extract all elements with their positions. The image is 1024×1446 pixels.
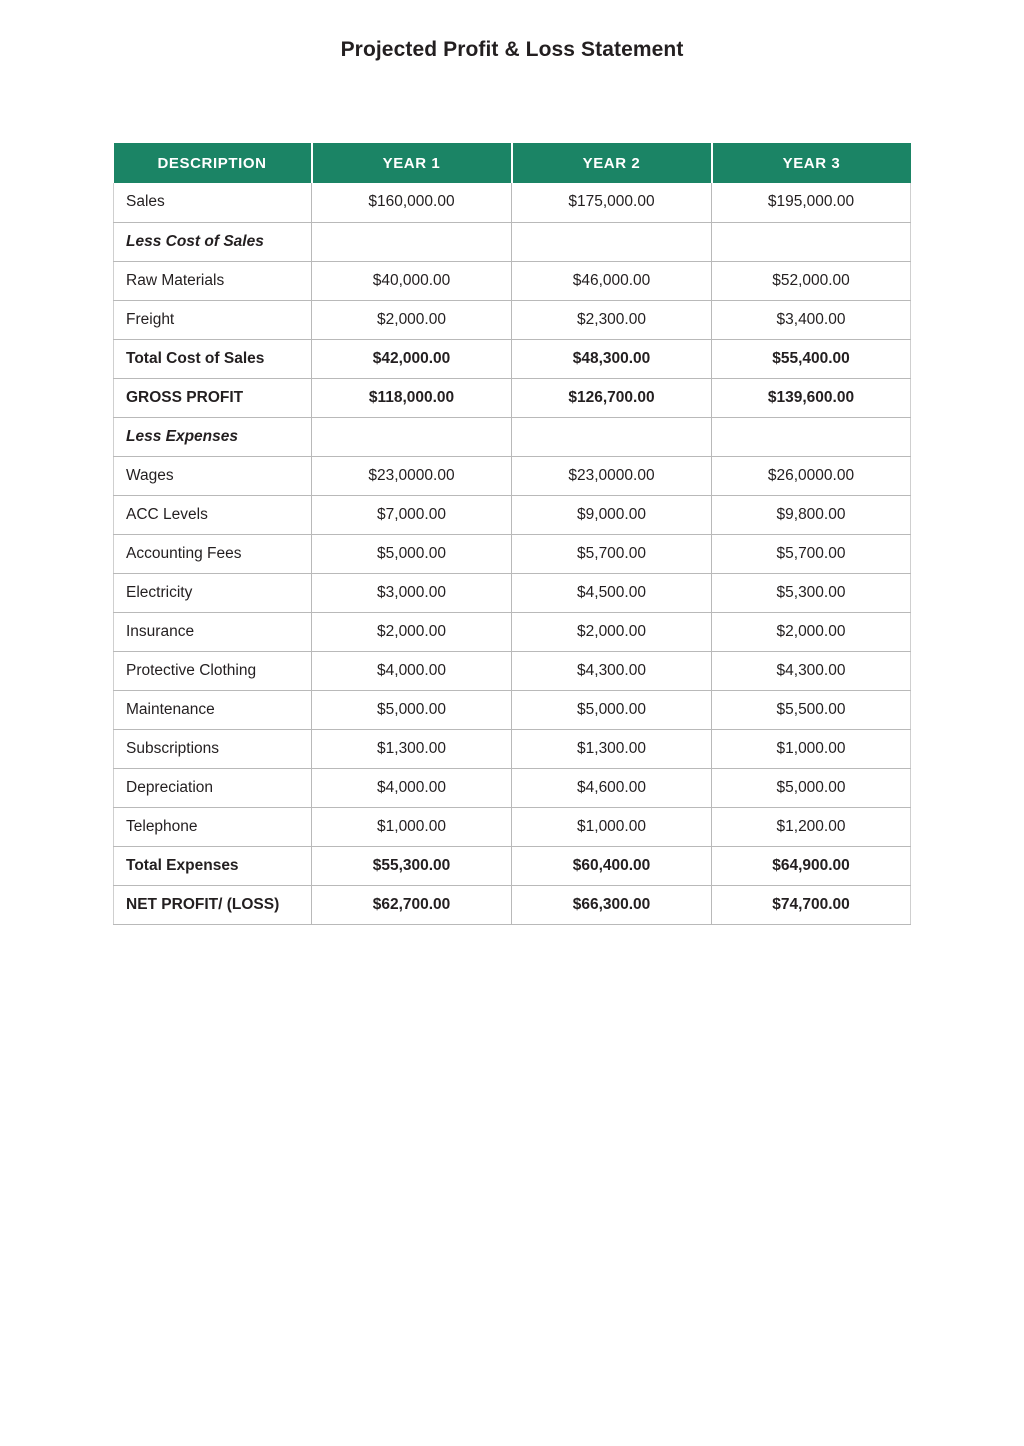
profit-loss-table-container	[113, 143, 910, 925]
table-row	[114, 534, 911, 573]
row-amount-year-2: $5,000.00	[512, 690, 712, 729]
row-label: Subscriptions	[114, 729, 312, 768]
row-amount-year-2: $66,300.00	[512, 885, 712, 924]
table-row	[114, 612, 911, 651]
row-amount-year-1: $5,000.00	[312, 534, 512, 573]
row-amount-year-2: $2,000.00	[512, 612, 712, 651]
table-row	[114, 651, 911, 690]
row-amount-year-1: $4,000.00	[312, 768, 512, 807]
row-amount-year-2: $4,500.00	[512, 573, 712, 612]
row-amount-year-3: $5,300.00	[712, 573, 911, 612]
row-amount-year-3: $74,700.00	[712, 885, 911, 924]
row-amount-year-2: $175,000.00	[512, 183, 712, 222]
table-body	[114, 183, 911, 924]
row-amount-year-1: $7,000.00	[312, 495, 512, 534]
row-amount-year-1	[312, 417, 512, 456]
row-amount-year-3	[712, 417, 911, 456]
row-amount-year-2: $5,700.00	[512, 534, 712, 573]
row-amount-year-3: $2,000.00	[712, 612, 911, 651]
row-label: Less Cost of Sales	[114, 222, 312, 261]
column-header-year-1: YEAR 1	[312, 143, 512, 183]
table-row	[114, 417, 911, 456]
table-row	[114, 183, 911, 222]
row-amount-year-1: $4,000.00	[312, 651, 512, 690]
row-amount-year-3: $139,600.00	[712, 378, 911, 417]
row-amount-year-3: $5,700.00	[712, 534, 911, 573]
row-amount-year-1: $5,000.00	[312, 690, 512, 729]
table-row	[114, 729, 911, 768]
row-amount-year-3: $64,900.00	[712, 846, 911, 885]
page-title: Projected Profit & Loss Statement	[340, 38, 684, 61]
row-label: GROSS PROFIT	[114, 378, 312, 417]
row-amount-year-3: $55,400.00	[712, 339, 911, 378]
row-amount-year-3: $5,500.00	[712, 690, 911, 729]
row-amount-year-1: $2,000.00	[312, 612, 512, 651]
row-amount-year-2: $46,000.00	[512, 261, 712, 300]
row-amount-year-1: $55,300.00	[312, 846, 512, 885]
row-amount-year-3: $4,300.00	[712, 651, 911, 690]
row-label: Freight	[114, 300, 312, 339]
table-row	[114, 807, 911, 846]
row-amount-year-2: $126,700.00	[512, 378, 712, 417]
table-row	[114, 885, 911, 924]
profit-loss-table	[113, 143, 911, 925]
row-amount-year-3: $3,400.00	[712, 300, 911, 339]
row-amount-year-2: $1,000.00	[512, 807, 712, 846]
row-label: Total Cost of Sales	[114, 339, 312, 378]
row-amount-year-2: $60,400.00	[512, 846, 712, 885]
row-amount-year-2: $48,300.00	[512, 339, 712, 378]
row-label: Raw Materials	[114, 261, 312, 300]
table-row	[114, 768, 911, 807]
row-label: Telephone	[114, 807, 312, 846]
table-header-row	[114, 143, 911, 183]
row-amount-year-2	[512, 222, 712, 261]
row-amount-year-1: $1,300.00	[312, 729, 512, 768]
row-amount-year-1: $3,000.00	[312, 573, 512, 612]
column-header-year-3: YEAR 3	[712, 143, 911, 183]
row-amount-year-1: $118,000.00	[312, 378, 512, 417]
table-row	[114, 690, 911, 729]
table-row	[114, 222, 911, 261]
table-row	[114, 378, 911, 417]
row-amount-year-2: $4,600.00	[512, 768, 712, 807]
row-label: Insurance	[114, 612, 312, 651]
row-amount-year-1: $160,000.00	[312, 183, 512, 222]
table-row	[114, 495, 911, 534]
row-label: Maintenance	[114, 690, 312, 729]
table-row	[114, 261, 911, 300]
row-amount-year-2: $1,300.00	[512, 729, 712, 768]
table-row	[114, 456, 911, 495]
row-amount-year-2: $23,0000.00	[512, 456, 712, 495]
row-amount-year-3: $9,800.00	[712, 495, 911, 534]
row-amount-year-2: $9,000.00	[512, 495, 712, 534]
row-amount-year-1: $62,700.00	[312, 885, 512, 924]
row-amount-year-2: $2,300.00	[512, 300, 712, 339]
row-label: ACC Levels	[114, 495, 312, 534]
table-row	[114, 339, 911, 378]
column-header-description: DESCRIPTION	[114, 143, 312, 183]
row-amount-year-2: $4,300.00	[512, 651, 712, 690]
table-header	[114, 143, 911, 183]
row-label: Protective Clothing	[114, 651, 312, 690]
row-label: NET PROFIT/ (LOSS)	[114, 885, 312, 924]
row-label: Total Expenses	[114, 846, 312, 885]
row-amount-year-2	[512, 417, 712, 456]
row-amount-year-1: $2,000.00	[312, 300, 512, 339]
row-label: Electricity	[114, 573, 312, 612]
table-row	[114, 300, 911, 339]
row-label: Depreciation	[114, 768, 312, 807]
row-amount-year-3: $52,000.00	[712, 261, 911, 300]
row-amount-year-3	[712, 222, 911, 261]
row-amount-year-3: $1,000.00	[712, 729, 911, 768]
row-amount-year-1	[312, 222, 512, 261]
row-label: Sales	[114, 183, 312, 222]
row-amount-year-1: $1,000.00	[312, 807, 512, 846]
row-label: Less Expenses	[114, 417, 312, 456]
row-amount-year-3: $5,000.00	[712, 768, 911, 807]
row-amount-year-1: $40,000.00	[312, 261, 512, 300]
column-header-year-2: YEAR 2	[512, 143, 712, 183]
row-amount-year-3: $195,000.00	[712, 183, 911, 222]
row-amount-year-3: $26,0000.00	[712, 456, 911, 495]
row-label: Wages	[114, 456, 312, 495]
row-amount-year-3: $1,200.00	[712, 807, 911, 846]
row-amount-year-1: $42,000.00	[312, 339, 512, 378]
row-amount-year-1: $23,0000.00	[312, 456, 512, 495]
row-label: Accounting Fees	[114, 534, 312, 573]
table-row	[114, 573, 911, 612]
table-row	[114, 846, 911, 885]
